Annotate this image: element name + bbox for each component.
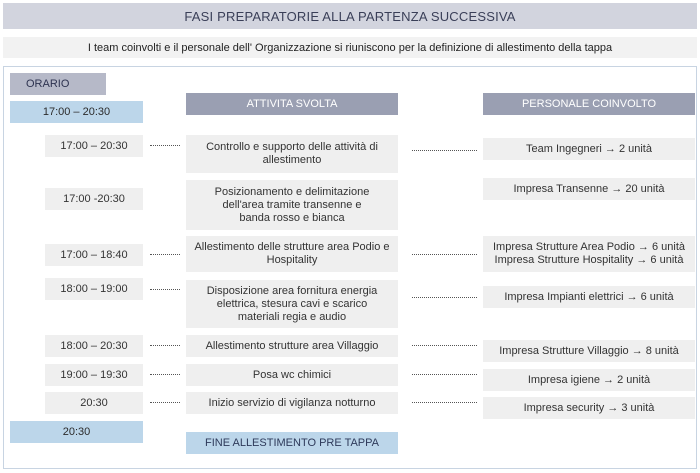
- row-activity: Inizio servizio di vigilanza notturno: [186, 392, 398, 414]
- staff-line: Impresa igiene → 2 unità: [527, 373, 651, 386]
- row-connector: [412, 402, 477, 403]
- staff-line: Impresa Strutture Area Podio → 6 unità: [493, 241, 685, 253]
- row-staff: [483, 236, 695, 272]
- staff-line: Team Ingegneri → 2 unità: [526, 142, 652, 155]
- row-activity: Posa wc chimici: [186, 364, 398, 386]
- row-time: 17:00 – 18:40: [45, 244, 143, 266]
- row-time: 18:00 – 19:00: [45, 278, 143, 300]
- row-connector: [150, 374, 180, 375]
- row-time: 18:00 – 20:30: [45, 335, 143, 357]
- end-label: FINE ALLESTIMENTO PRE TAPPA: [186, 432, 398, 454]
- start-time: 17:00 – 20:30: [10, 101, 143, 123]
- row-time: 19:00 – 19:30: [45, 364, 143, 386]
- row-staff: [483, 178, 695, 200]
- page-title: FASI PREPARATORIE ALLA PARTENZA SUCCESSIVA: [3, 3, 697, 29]
- row-time: 17:00 -20:30: [45, 188, 143, 210]
- row-activity: Posizionamento e delimitazione dell'area tramite transenne e banda rosso e bianca: [186, 180, 398, 230]
- row-connector: [412, 345, 477, 346]
- row-activity: Disposizione area fornitura energia elettrica, stesura cavi e scarico materiali regia e audio: [186, 280, 398, 328]
- page-subtitle: I team coinvolti e il personale dell' Organizzazione si riuniscono per la definizione di allestimento della tappa: [3, 37, 697, 58]
- row-connector: [412, 297, 477, 298]
- row-connector: [150, 145, 180, 146]
- staff-line: Impresa Strutture Villaggio → 8 unità: [499, 344, 679, 357]
- header-attivita: ATTIVITA SVOLTA: [186, 93, 398, 115]
- row-connector: [412, 374, 477, 375]
- row-activity: Allestimento strutture area Villaggio: [186, 335, 398, 357]
- staff-line: Impresa Transenne → 20 unità: [513, 182, 665, 195]
- row-connector: [412, 150, 477, 151]
- row-time: 17:00 – 20:30: [45, 135, 143, 157]
- header-personale: PERSONALE COINVOLTO: [483, 93, 695, 115]
- row-connector: [150, 345, 180, 346]
- staff-line: Impresa Impianti elettrici → 6 unità: [504, 290, 674, 303]
- row-connector: [150, 289, 180, 290]
- row-staff: [483, 340, 695, 362]
- row-staff: [483, 397, 695, 419]
- row-staff: [483, 138, 695, 160]
- row-staff: [483, 369, 695, 391]
- row-connector: [150, 254, 180, 255]
- row-activity: Controllo e supporto delle attività di allestimento: [186, 135, 398, 173]
- end-time: 20:30: [10, 421, 143, 443]
- row-connector: [412, 254, 477, 255]
- row-time: 20:30: [45, 392, 143, 414]
- row-connector: [150, 402, 180, 403]
- header-orario: ORARIO: [10, 73, 106, 95]
- staff-line: Impresa security → 3 unità: [523, 401, 655, 414]
- row-activity: Allestimento delle strutture area Podio e Hospitality: [186, 236, 398, 272]
- staff-line: Impresa Strutture Hospitality → 6 unità: [494, 254, 684, 266]
- row-staff: [483, 286, 695, 308]
